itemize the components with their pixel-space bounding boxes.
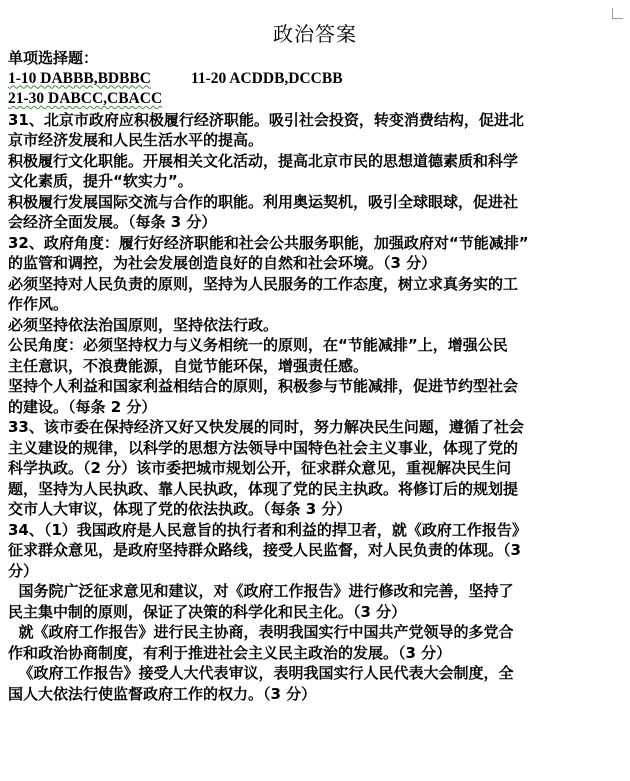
answer-range-1: 1-10 DABBB,BDBBC: [8, 69, 151, 87]
text-line: 积极履行发展国际交流与合作的职能。利用奥运契机，吸引全球眼球，促进社: [8, 192, 519, 211]
text-line: 32、政府角度：履行好经济职能和社会公共服务职能，加强政府对“节能减排”: [8, 233, 529, 252]
text-line: 公民角度：必须坚持权力与义务相统一的原则，在“节能减排”上，增强公民: [8, 336, 508, 354]
text-line: 34、（1）我国政府是人民意旨的执行者和利益的捍卫者，就《政府工作报告》: [8, 520, 527, 539]
text-line: 的建设。（每条 2 分）: [8, 397, 157, 416]
text-line: 的监管和调控，为社会发展创造良好的自然和社会环境。（3 分）: [8, 254, 437, 272]
text-line: 主义建设的规律，以科学的思想方法领导中国特色社会主义事业，体现了党的: [8, 438, 519, 457]
text-line: 积极履行文化职能。开展相关文化活动，提高北京市民的思想道德素质和科学: [8, 151, 519, 170]
text-line: 坚持个人利益和国家利益相结合的原则，积极参与节能减排，促进节约型社会: [8, 377, 519, 395]
text-line: 京市经济发展和人民生活水平的提高。: [8, 131, 264, 149]
text-line: 征求群众意见，是政府坚持群众路线，接受人民监督，对人民负责的体现。（3: [8, 541, 521, 559]
text-line: 科学执政。（2 分）该市委把城市规划公开，征求群众意见，重视解决民生问: [8, 459, 512, 477]
text-line: 33、该市委在保持经济又好又快发展的同时，努力解决民生问题，遵循了社会: [8, 418, 524, 436]
document-body: [8, 48, 614, 704]
text-line: 《政府工作报告》接受人大代表审议，表明我国实行人民代表大会制度，全: [8, 664, 514, 682]
text-line: 题，坚持为人民执政、靠人民执政，体现了党的民主执政。将修订后的规划提: [8, 479, 519, 498]
text-line: 国人大依法行使监督政府工作的权力。（3 分）: [8, 684, 317, 703]
text-line: 民主集中制的原则，保证了决策的科学化和民主化。（3 分）: [8, 602, 407, 621]
text-line: 就《政府工作报告》进行民主协商，表明我国实行中国共产党领导的多党合: [8, 623, 514, 641]
text-line: 31、北京市政府应积极履行经济职能。吸引社会投资，转变消费结构，促进北: [8, 110, 524, 129]
text-line: 作作风。: [8, 295, 69, 313]
text-line: 主任意识，不浪费能源，自觉节能环保，增强责任感。: [8, 356, 369, 375]
text-line: 必须坚持对人民负责的原则，坚持为人民服务的工作态度，树立求真务实的工: [8, 274, 519, 293]
text-line: 文化素质，提升“软实力”。: [8, 172, 193, 190]
text-line: 交市人大审议，体现了党的依法执政。（每条 3 分）: [8, 500, 352, 518]
text-line: 必须坚持依法治国原则，坚持依法行政。: [8, 315, 279, 334]
text-line: 分）: [8, 561, 39, 580]
section-heading: 单项选择题：: [8, 49, 99, 67]
answer-row-2: [8, 89, 614, 110]
answer-row-1: [8, 69, 614, 90]
page-title: 政治答案: [273, 22, 357, 46]
answer-range-2: 11-20 ACDDB,DCCBB: [190, 69, 343, 87]
text-line: 作和政治协商制度，有利于推进社会主义民主政治的发展。（3 分）: [8, 643, 452, 662]
text-line: 会经济全面发展。（每条 3 分）: [8, 213, 217, 231]
text-line: 国务院广泛征求意见和建议，对《政府工作报告》进行修改和完善，坚持了: [8, 582, 514, 600]
answer-range-3: 21-30 DABCC,CBACC: [8, 90, 163, 107]
